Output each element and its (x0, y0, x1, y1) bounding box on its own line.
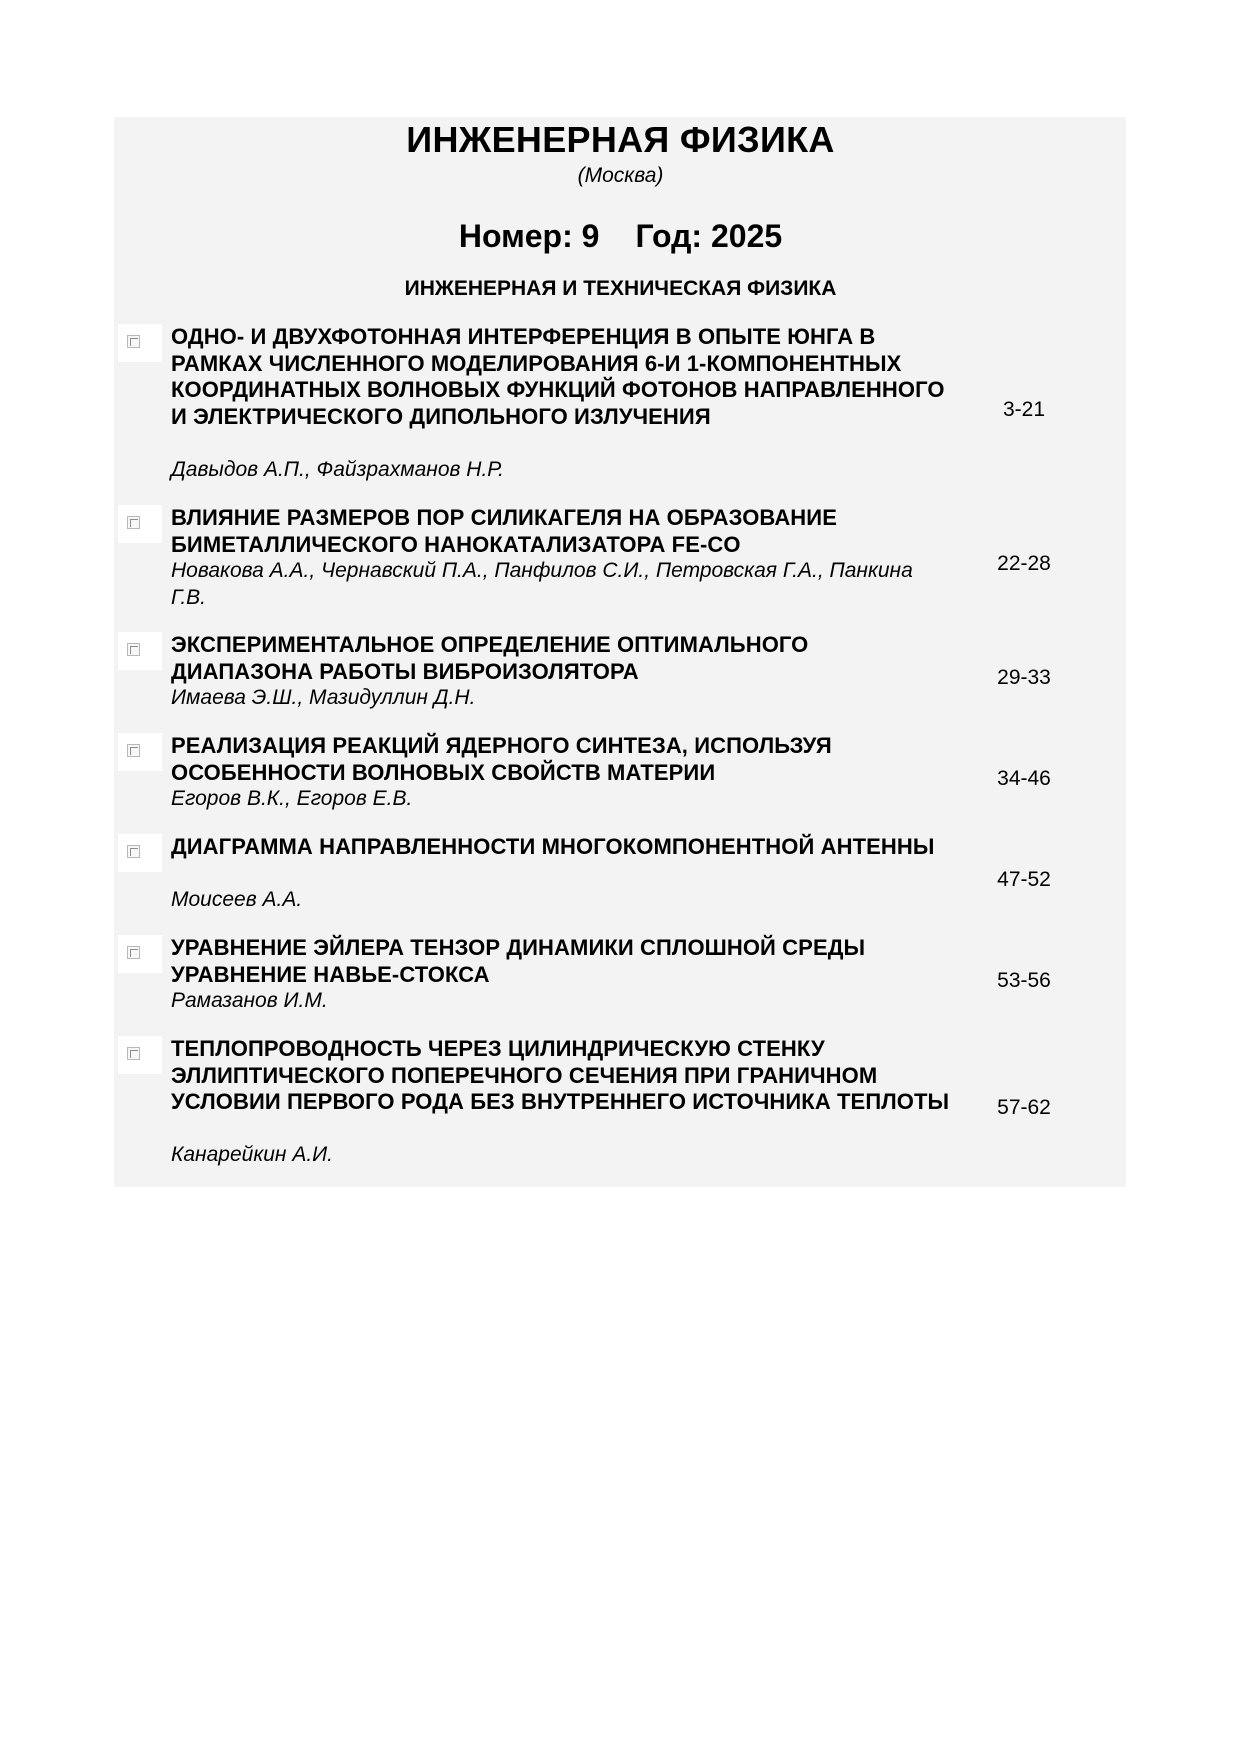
article-pages: 29-33 (997, 666, 1051, 689)
select-article-checkbox[interactable] (118, 1036, 162, 1074)
select-article-checkbox[interactable] (118, 935, 162, 973)
article-title[interactable]: ТЕПЛОПРОВОДНОСТЬ ЧЕРЕЗ ЦИЛИНДРИЧЕСКУЮ СТЕНКУ ЭЛЛИПТИЧЕСКОГО ПОПЕРЕЧНОГО СЕЧЕНИЯ ПРИ ГРАНИЧНОМ УСЛОВИИ ПЕРВОГО РОДА БЕЗ ВНУТРЕННЕГО ИСТОЧНИКА ТЕПЛОТЫ (171, 1036, 950, 1114)
article-authors: Рамазанов И.М. (171, 989, 328, 1012)
article-authors: Имаева Э.Ш., Мазидуллин Д.Н. (171, 686, 476, 709)
select-article-checkbox[interactable] (118, 733, 162, 771)
article-authors: Новакова А.А., Чернавский П.А., Панфилов С.И., Петровская Г.А., Панкина Г.В. (171, 559, 913, 609)
select-article-checkbox[interactable] (118, 834, 162, 872)
article-authors: Моисеев А.А. (171, 888, 303, 911)
issue-year: Год: 2025 (635, 218, 783, 254)
article-title[interactable]: ДИАГРАММА НАПРАВЛЕННОСТИ МНОГОКОМПОНЕНТНОЙ АНТЕННЫ (171, 834, 935, 859)
checkbox-icon (127, 335, 140, 348)
article-title[interactable]: ВЛИЯНИЕ РАЗМЕРОВ ПОР СИЛИКАГЕЛЯ НА ОБРАЗОВАНИЕ БИМЕТАЛЛИЧЕСКОГО НАНОКАТАЛИЗАТОРА FE-CO (171, 505, 837, 557)
section-title: ИНЖЕНЕРНАЯ И ТЕХНИЧЕСКАЯ ФИЗИКА (404, 277, 837, 300)
checkbox-icon (127, 845, 140, 858)
article-title[interactable]: УРАВНЕНИЕ ЭЙЛЕРА ТЕНЗОР ДИНАМИКИ СПЛОШНОЙ СРЕДЫ УРАВНЕНИЕ НАВЬЕ-СТОКСА (171, 935, 866, 987)
checkbox-icon (127, 744, 140, 757)
issue-line (0, 216, 1241, 256)
checkbox-icon (127, 946, 140, 959)
article-pages: 34-46 (997, 767, 1051, 790)
select-article-checkbox[interactable] (118, 505, 162, 543)
article-authors: Канарейкин А.И. (171, 1143, 334, 1166)
select-article-checkbox[interactable] (118, 632, 162, 670)
article-authors: Давыдов А.П., Файзрахманов Н.Р. (171, 458, 504, 481)
issue-number: Номер: 9 (458, 218, 600, 254)
article-title[interactable]: ОДНО- И ДВУХФОТОННАЯ ИНТЕРФЕРЕНЦИЯ В ОПЫТЕ ЮНГА В РАМКАХ ЧИСЛЕННОГО МОДЕЛИРОВАНИЯ 6-И 1-КОМПОНЕНТНЫХ КООРДИНАТНЫХ ВОЛНОВЫХ ФУНКЦИЙ ФОТОНОВ НАПРАВЛЕННОГО И ЭЛЕКТРИЧЕСКОГО ДИПОЛЬНОГО ИЗЛУЧЕНИЯ (171, 324, 945, 429)
article-authors: Егоров В.К., Егоров Е.В. (171, 787, 413, 810)
journal-title: ИНЖЕНЕРНАЯ ФИЗИКА (406, 119, 835, 160)
article-title[interactable]: ЭКСПЕРИМЕНТАЛЬНОЕ ОПРЕДЕЛЕНИЕ ОПТИМАЛЬНОГО ДИАПАЗОНА РАБОТЫ ВИБРОИЗОЛЯТОРА (171, 632, 809, 684)
checkbox-icon (127, 1047, 140, 1060)
article-pages: 22-28 (997, 552, 1051, 575)
article-title[interactable]: РЕАЛИЗАЦИЯ РЕАКЦИЙ ЯДЕРНОГО СИНТЕЗА, ИСПОЛЬЗУЯ ОСОБЕННОСТИ ВОЛНОВЫХ СВОЙСТВ МАТЕРИИ (171, 733, 832, 785)
checkbox-icon (127, 516, 140, 529)
journal-city: (Москва) (577, 164, 664, 187)
article-pages: 57-62 (997, 1096, 1051, 1119)
article-pages: 53-56 (997, 969, 1051, 992)
article-pages: 47-52 (997, 868, 1051, 891)
checkbox-icon (127, 643, 140, 656)
select-article-checkbox[interactable] (118, 324, 162, 362)
article-pages: 3-21 (1002, 398, 1046, 421)
